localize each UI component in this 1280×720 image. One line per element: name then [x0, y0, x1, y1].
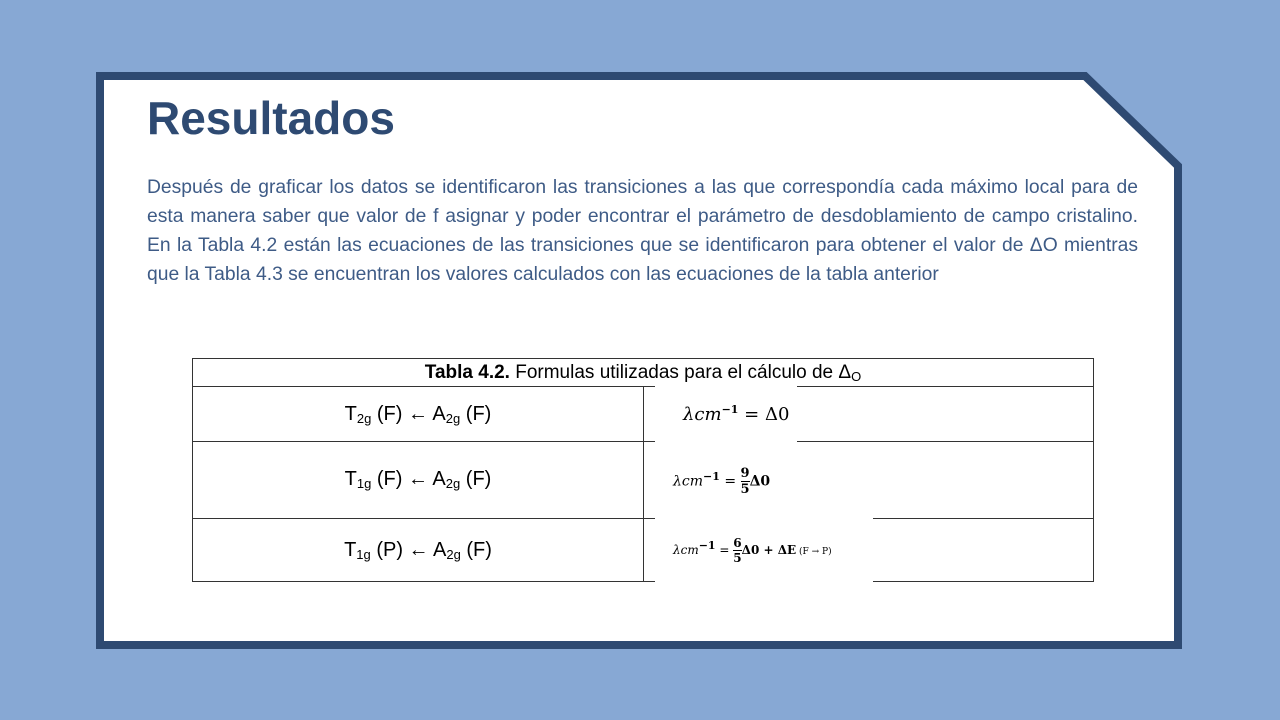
equation — [683, 403, 789, 425]
fraction-numerator: 9 — [740, 466, 750, 481]
transition-arrow-text: (P) ← A — [370, 539, 447, 561]
fraction-numerator: 6 — [733, 536, 742, 550]
eq-exponent: −1 — [721, 403, 739, 416]
term-state: (F) — [460, 468, 492, 490]
caption-text: Formulas utilizadas para el cálculo de Δ — [509, 362, 852, 383]
eq-fraction — [733, 536, 741, 565]
term-symbol: T — [344, 468, 357, 490]
eq-equals: = — [715, 543, 734, 557]
eq-rhs: Δ0 — [749, 473, 771, 490]
column-divider — [643, 386, 644, 581]
eq-equals: = — [719, 473, 741, 490]
equation-image — [655, 442, 795, 519]
equation-image — [655, 386, 797, 442]
eq-lhs: λcm — [673, 473, 703, 490]
slide-title: Resultados — [147, 92, 395, 144]
transition-label — [193, 468, 643, 491]
term-symbol: T — [344, 539, 357, 561]
eq-tail: (F → P) — [796, 547, 832, 557]
caption-label: Tabla 4.2. — [424, 362, 510, 383]
table-caption — [193, 359, 1093, 387]
eq-fraction — [741, 466, 750, 497]
equation-image — [655, 518, 873, 582]
term-subscript: 2g — [445, 411, 461, 426]
equation — [673, 466, 770, 497]
fraction-denominator: 5 — [733, 551, 742, 565]
transition-arrow-text: (F) ← A — [371, 403, 446, 425]
eq-exponent: −1 — [698, 539, 716, 552]
eq-rhs: Δ0 + ΔE — [741, 543, 797, 557]
formula-table — [192, 358, 1094, 582]
eq-lhs: λcm — [683, 404, 722, 425]
term-symbol: T — [344, 403, 357, 425]
term-subscript: 2g — [445, 476, 461, 491]
caption-subscript: O — [851, 369, 862, 384]
term-subscript: 2g — [356, 411, 372, 426]
fraction-denominator: 5 — [740, 482, 750, 497]
eq-lhs: λcm — [673, 543, 699, 557]
transition-label — [193, 403, 643, 426]
eq-rhs: = Δ0 — [738, 404, 790, 425]
results-paragraph: Después de graficar los datos se identificaron las transiciones a las que correspondía cada máximo local para de esta manera saber que valor de f asignar y poder encontrar el parámetro de desdoblamiento de campo cristalino. En la Tabla 4.2 están las ecuaciones de las transiciones que se identificaron para obtener el valor de ΔO mientras que la Tabla 4.3 se encuentran los valores calculados con las ecuaciones de la tabla anterior — [147, 177, 1138, 285]
term-subscript: 1g — [356, 547, 371, 562]
term-state: (F) — [460, 403, 492, 425]
term-subscript: 1g — [356, 476, 372, 491]
transition-label — [193, 539, 643, 562]
term-state: (F) — [460, 539, 492, 561]
term-subscript: 2g — [446, 547, 461, 562]
transition-arrow-text: (F) ← A — [371, 468, 446, 490]
eq-exponent: −1 — [703, 469, 720, 483]
equation — [673, 536, 832, 565]
